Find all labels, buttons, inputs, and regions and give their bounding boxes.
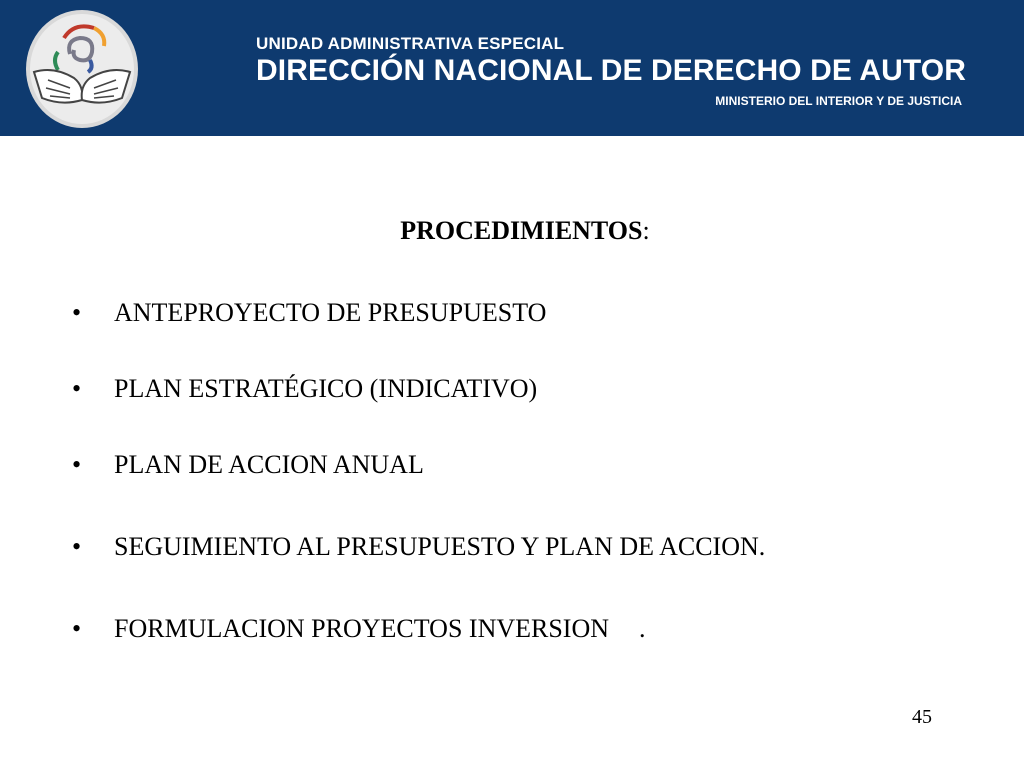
bullet-icon: • bbox=[72, 374, 82, 403]
list-item-text: ANTEPROYECTO DE PRESUPUESTO bbox=[114, 298, 547, 327]
header-title: DIRECCIÓN NACIONAL DE DERECHO DE AUTOR bbox=[256, 54, 966, 87]
bullet-icon: • bbox=[72, 450, 82, 479]
list-item bbox=[72, 448, 424, 482]
list-item-trailing-period: . bbox=[639, 614, 646, 643]
list-item bbox=[72, 530, 765, 564]
list-item-text: FORMULACION PROYECTOS INVERSION bbox=[114, 614, 610, 643]
slide-title-colon: : bbox=[642, 216, 650, 245]
slide-title-text: PROCEDIMIENTOS bbox=[400, 216, 643, 245]
header-ministry: MINISTERIO DEL INTERIOR Y DE JUSTICIA bbox=[715, 94, 962, 108]
list-item-text: PLAN DE ACCION ANUAL bbox=[114, 450, 424, 479]
bullet-icon: • bbox=[72, 614, 82, 643]
header-subtitle: UNIDAD ADMINISTRATIVA ESPECIAL bbox=[256, 34, 565, 53]
page-number: 45 bbox=[912, 706, 932, 728]
header-banner bbox=[0, 0, 1024, 136]
list-item-text: PLAN ESTRATÉGICO (INDICATIVO) bbox=[114, 374, 538, 403]
list-item bbox=[72, 372, 537, 406]
list-item bbox=[72, 296, 546, 330]
bullet-icon: • bbox=[72, 532, 82, 561]
bullet-icon: • bbox=[72, 298, 82, 327]
list-item-text: SEGUIMIENTO AL PRESUPUESTO Y PLAN DE ACCION. bbox=[114, 532, 766, 561]
hands-logo-icon bbox=[24, 8, 140, 130]
slide-title bbox=[0, 214, 1024, 248]
list-item bbox=[72, 612, 646, 646]
